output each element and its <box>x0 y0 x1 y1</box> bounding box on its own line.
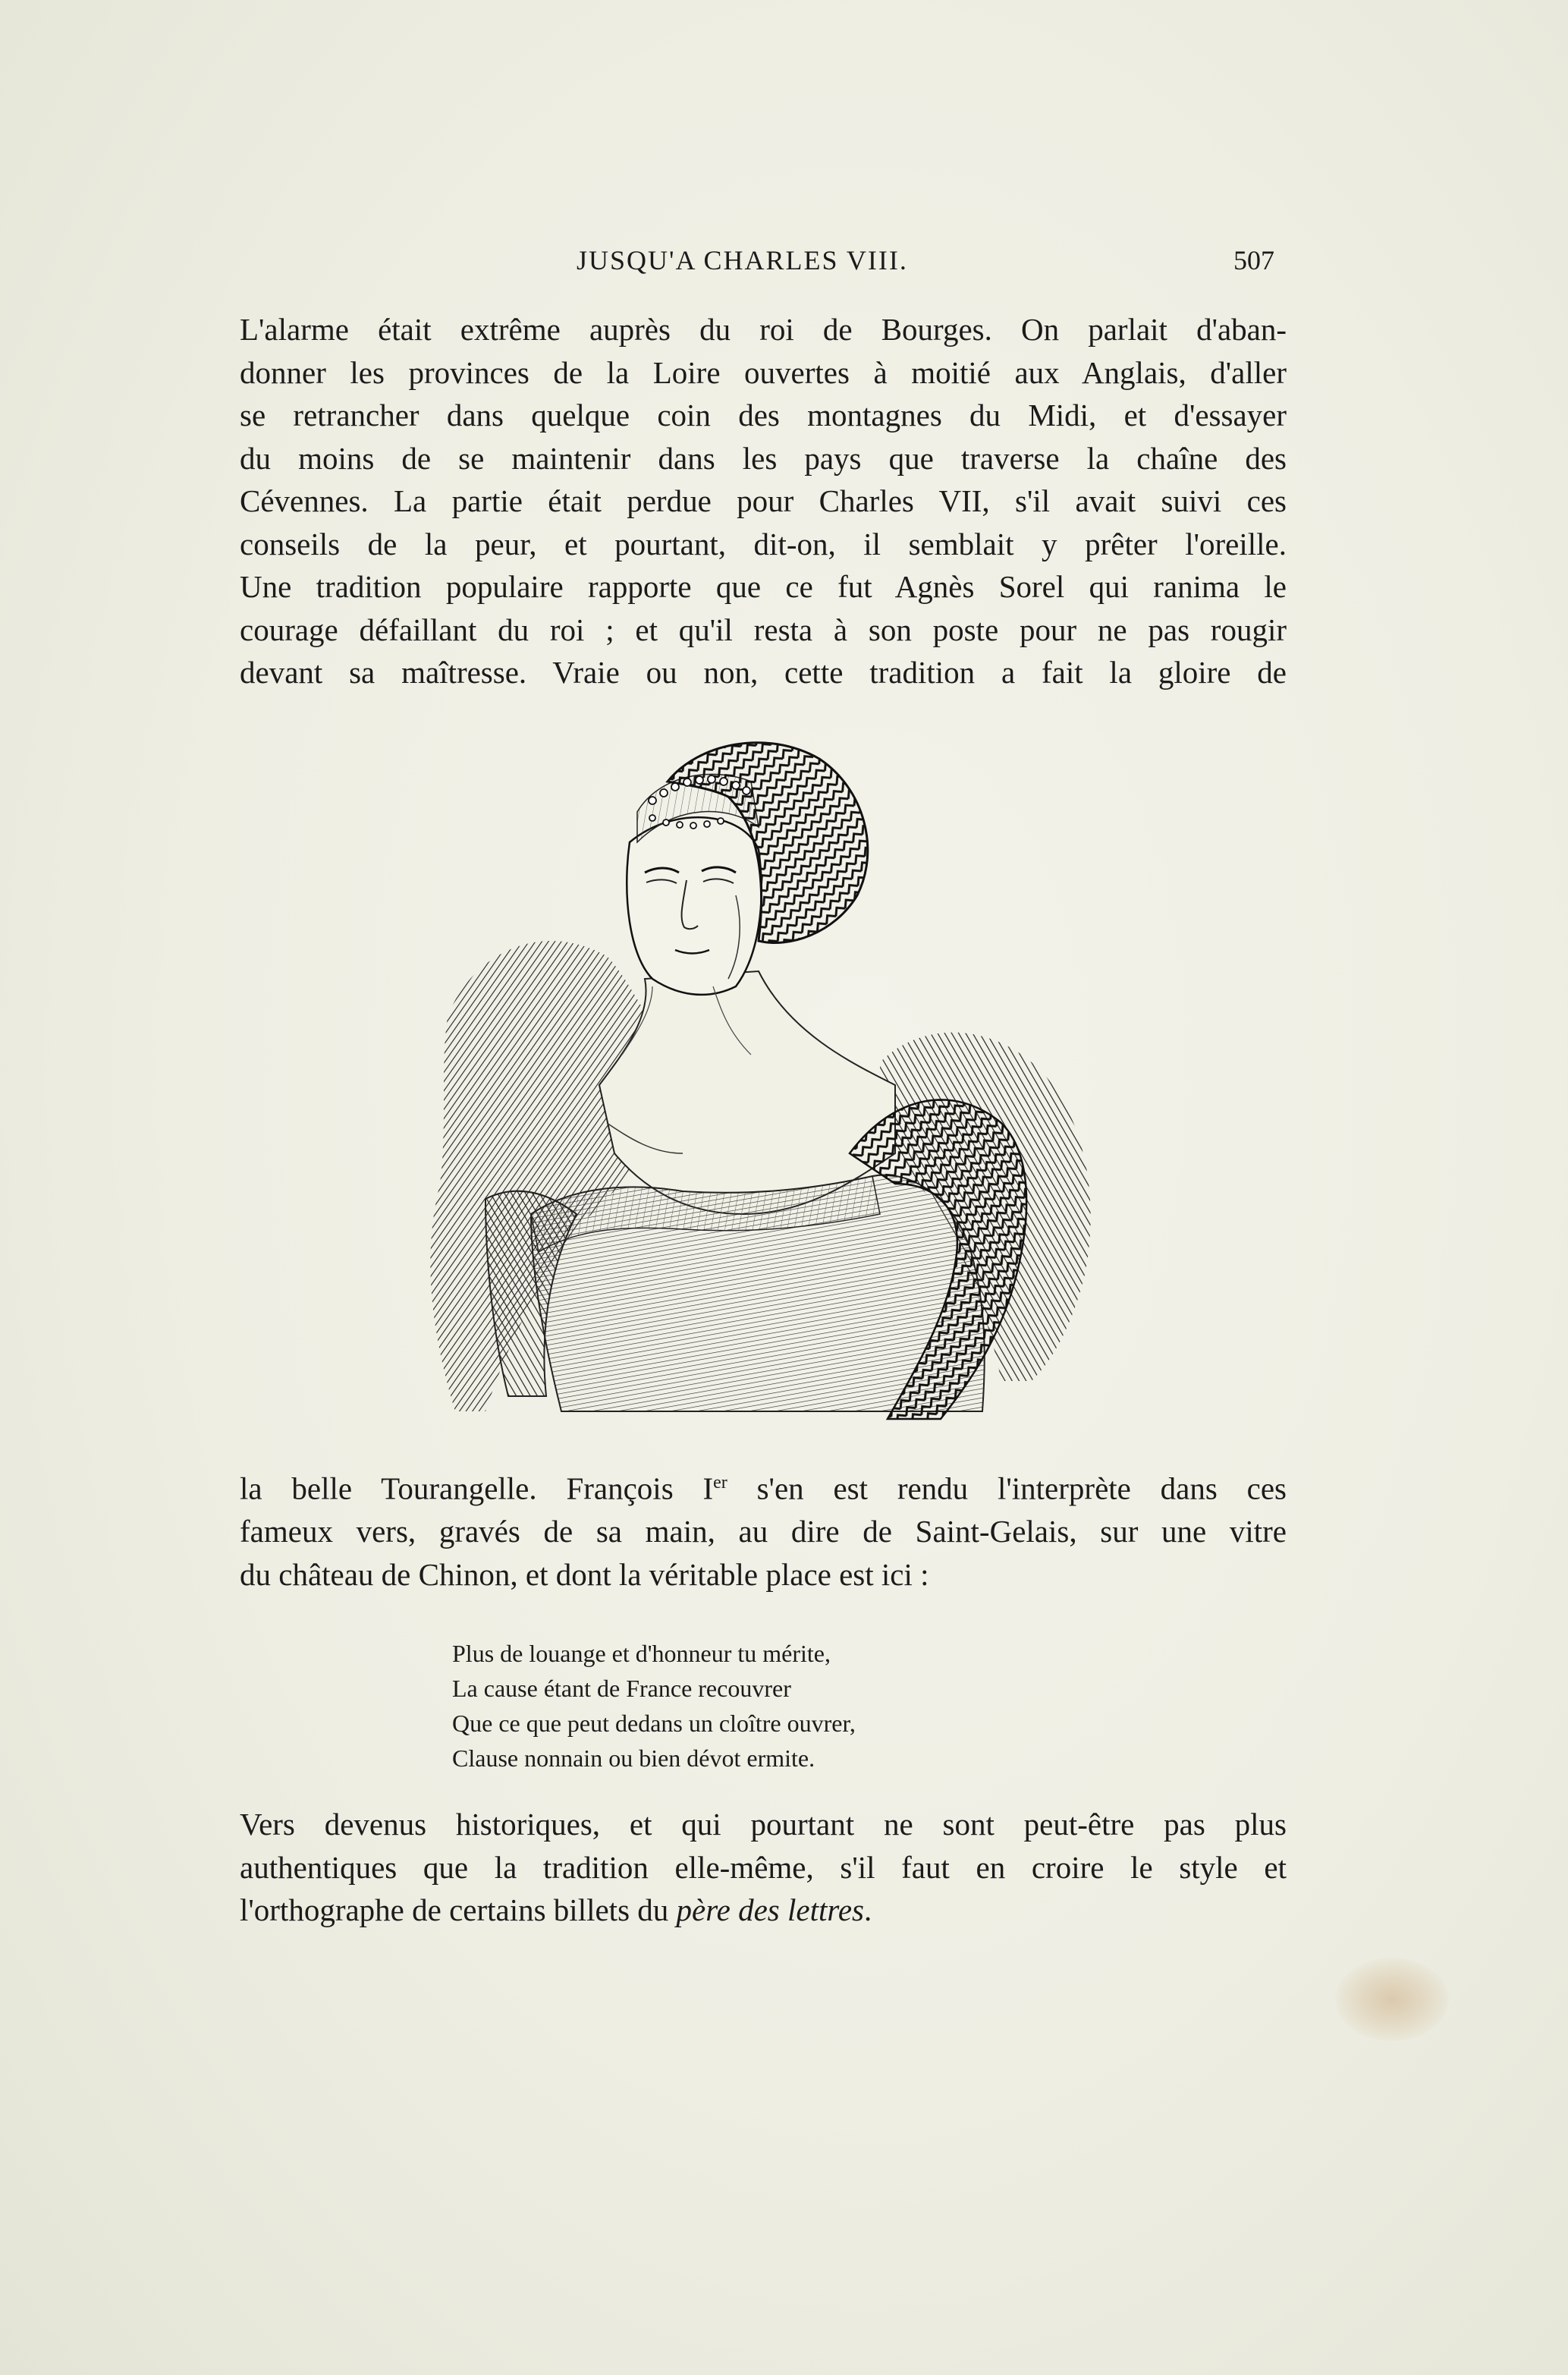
verse-line: Que ce que peut dedans un cloître ouvrer, <box>452 1710 856 1737</box>
running-head: JUSQU'A CHARLES VIII. <box>577 245 908 275</box>
text-line: Cévennes. La partie était perdue pour Charles VII, s'il avait suivi ces <box>240 483 1287 518</box>
text-line: se retrancher dans quelque coin des montagnes du Midi, et d'essayer <box>240 398 1287 433</box>
portrait-engraving <box>425 728 1123 1427</box>
verse-quote <box>452 1636 856 1776</box>
page-header <box>0 244 1568 282</box>
text-line: Vers devenus historiques, et qui pourtant ne sont peut-être pas plus <box>240 1807 1287 1842</box>
text-line: conseils de la peur, et pourtant, dit-on, il semblait y prêter l'oreille. <box>240 526 1287 562</box>
text-line: authentiques que la tradition elle-même, s'il faut en croire le style et <box>240 1849 1287 1885</box>
text-line: L'alarme était extrême auprès du roi de Bourges. On parlait d'aban- <box>240 312 1287 347</box>
text-fragment: la belle Tourangelle. François I <box>240 1471 714 1506</box>
text-line: courage défaillant du roi ; et qu'il resta à son poste pour ne pas rougir <box>240 612 1287 647</box>
text-line <box>240 1889 1287 1932</box>
text-fragment: . <box>863 1892 872 1927</box>
text-fragment: s'en est rendu l'interprète dans ces <box>727 1471 1287 1506</box>
paragraph-3 <box>240 1803 1287 1932</box>
superscript: er <box>713 1473 727 1493</box>
italic-text: père des lettres <box>676 1892 864 1927</box>
text-line: du château de Chinon, et dont la véritable place est ici : <box>240 1556 929 1592</box>
text-line <box>240 1461 1287 1510</box>
text-line: Une tradition populaire rapporte que ce fut Agnès Sorel qui ranima le <box>240 569 1287 604</box>
text-line: donner les provinces de la Loire ouvertes à moitié aux Anglais, d'aller <box>240 354 1287 390</box>
text-line: du moins de se maintenir dans les pays que traverse la chaîne des <box>240 440 1287 476</box>
text-line: devant sa maîtresse. Vraie ou non, cette tradition a fait la gloire de <box>240 655 1287 690</box>
verse-line: La cause étant de France recouvrer <box>452 1675 791 1702</box>
text-fragment: l'orthographe de certains billets du <box>240 1892 677 1927</box>
text-line: fameux vers, gravés de sa main, au dire de Saint-Gelais, sur une vitre <box>240 1514 1287 1549</box>
verse-line: Clause nonnain ou bien dévot ermite. <box>452 1744 815 1772</box>
verse-line: Plus de louange et d'honneur tu mérite, <box>452 1640 831 1667</box>
foxing-stain <box>1335 1958 1449 2041</box>
page-number: 507 <box>1233 245 1274 275</box>
paragraph-2 <box>240 1461 1287 1596</box>
paragraph-1 <box>240 308 1287 694</box>
